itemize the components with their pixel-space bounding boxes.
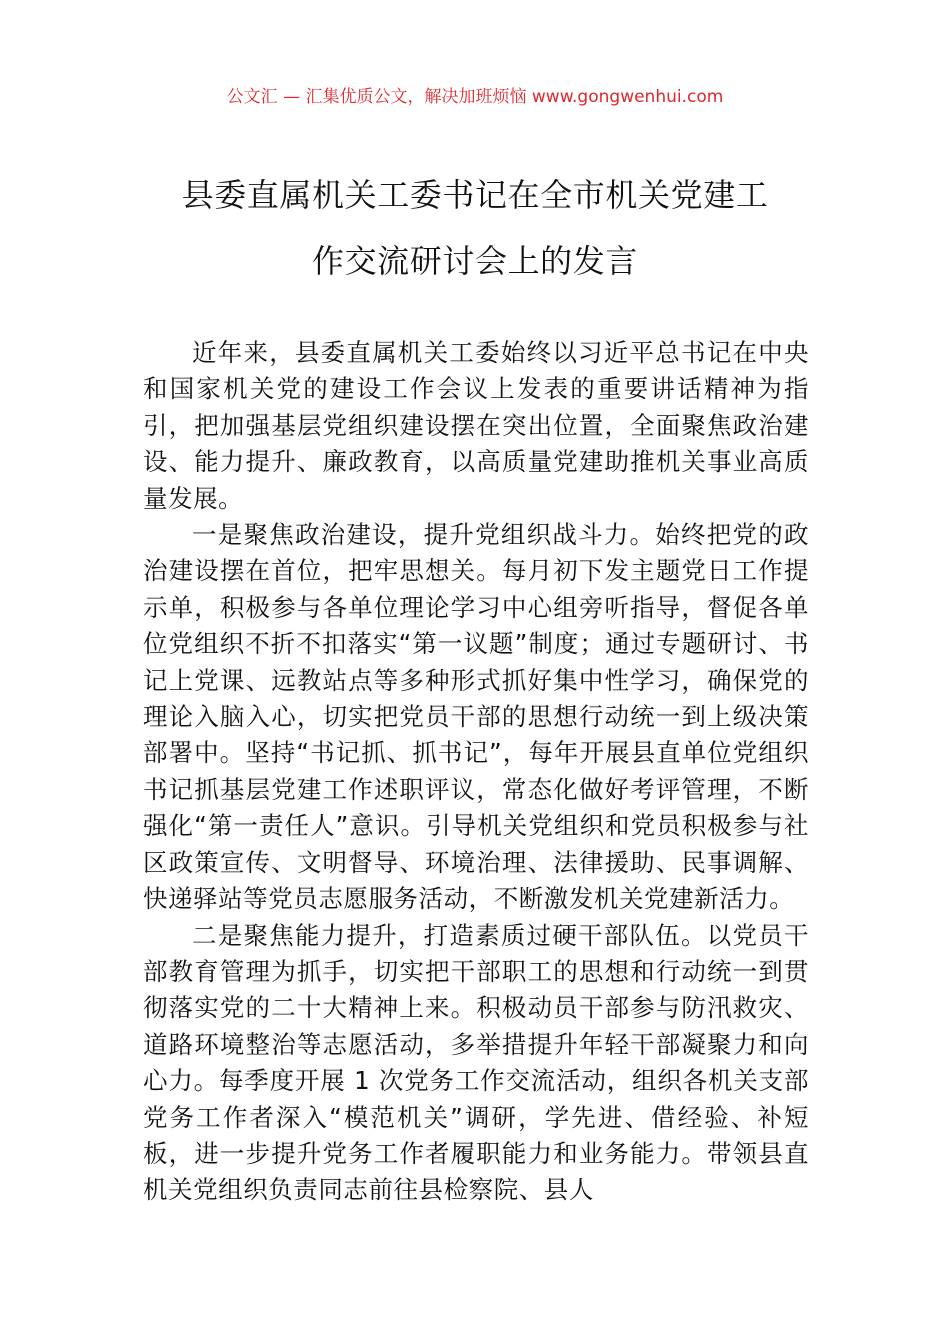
paragraph-political-building: 一是聚焦政治建设，提升党组织战斗力。始终把党的政治建设摆在首位，把牢思想关。每月初下发主题党日工作提示单，积极参与各单位理论学习中心组旁听指导，督促各单位党组织不折不扣落实“第一议题”制度；通过专题研讨、书记上党课、远教站点等多种形式抓好集中性学习，确保党的理论入脑入心，切实把党员干部的思想行动统一到上级决策部署中。坚持“书记抓、抓书记”，每年开展县直单位党组织书记抓基层党建工作述职评议，常态化做好考评管理，不断强化“第一责任人”意识。引导机关党组织和党员积极参与社区政策宣传、文明督导、环境治理、法律援助、民事调解、快递驿站等党员志愿服务活动，不断激发机关党建新活力。 xyxy=(143,520,809,914)
title-line-2: 作交流研讨会上的发言 xyxy=(311,242,638,280)
document-body xyxy=(143,335,809,1209)
title-line-1: 县委直属机关工委书记在全市机关党建工 xyxy=(181,176,769,214)
paragraph-intro: 近年来，县委直属机关工委始终以习近平总书记在中央和国家机关党的建设工作会议上发表的重要讲话精神为指引，把加强基层党组织建设摆在突出位置，全面聚焦政治建设、能力提升、廉政教育，以高质量党建助推机关事业高质量发展。 xyxy=(143,338,809,513)
paragraph-capacity-building: 二是聚焦能力提升，打造素质过硬干部队伍。以党员干部教育管理为抓手，切实把干部职工的思想和行动统一到贯彻落实党的二十大精神上来。积极动员干部参与防汛救灾、道路环境整治等志愿活动，多举措提升年轻干部凝聚力和向心力。每季度开展 1 次党务工作交流活动，组织各机关支部党务工作者深入“模范机关”调研，学先进、借经验、补短板，进一步提升党务工作者履职能力和业务能力。带领县直机关党组织负责同志前往县检察院、县人 xyxy=(143,920,809,1205)
watermark-header: 公文汇 — 汇集优质公文，解决加班烦恼 www.gongwenhui.com xyxy=(226,87,724,107)
document-title xyxy=(143,162,807,294)
